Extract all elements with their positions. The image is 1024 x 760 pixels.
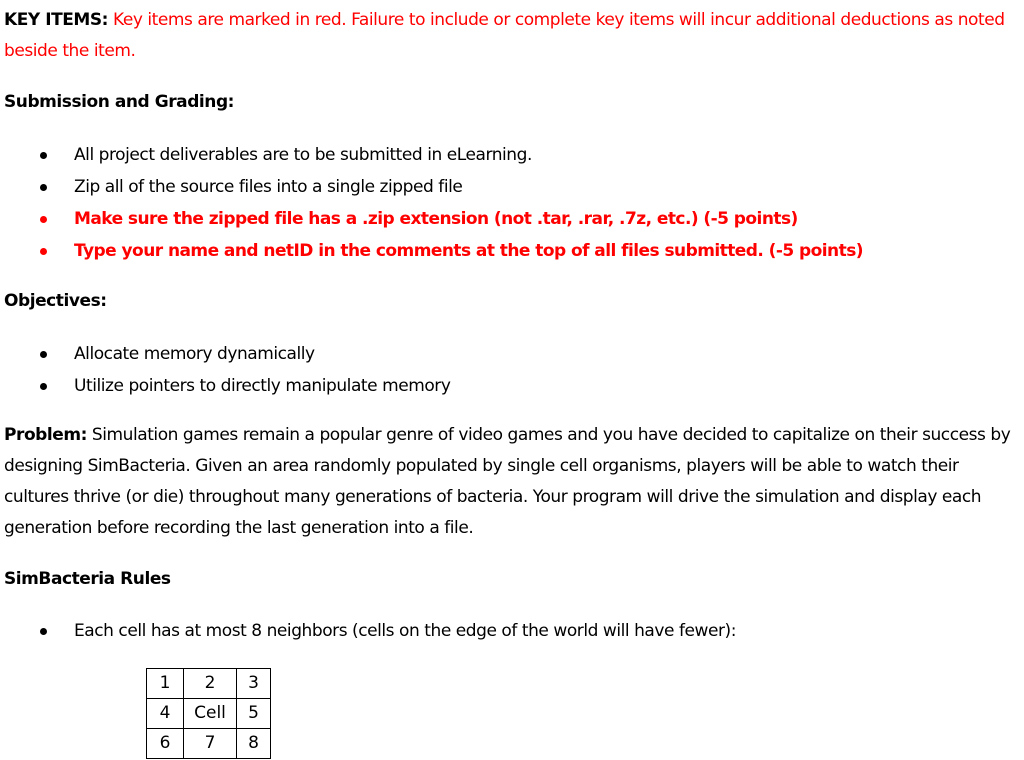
table-row xyxy=(147,729,271,759)
table-cell: Cell xyxy=(184,699,237,729)
neighbor-grid-table xyxy=(146,668,271,759)
table-row xyxy=(147,699,271,729)
key-items-text: Key items are marked in red. Failure to include or complete key items will incur additional deductions as noted beside the item. xyxy=(4,10,1005,61)
objective-item-pointers: Utilize pointers to directly manipulate memory xyxy=(4,370,1020,402)
table-cell: 3 xyxy=(237,669,271,699)
problem-label: Problem: xyxy=(4,425,87,445)
objectives-list xyxy=(4,338,1020,402)
submission-list xyxy=(4,139,1020,267)
table-cell: 4 xyxy=(147,699,184,729)
problem-text: Simulation games remain a popular genre of video games and you have decided to capitalize on their success by designing SimBacteria. Given an area randomly populated by single cell organisms, players will be able to watch their cultures thrive (or die) throughout many generations of bacteria. Your program will drive the simulation and display each generation before recording the last generation into a file. xyxy=(4,425,1011,538)
rule-item-neighbors: Each cell has at most 8 neighbors (cells on the edge of the world will have fewer): xyxy=(4,615,1020,647)
key-items-paragraph xyxy=(4,5,1020,67)
table-cell: 2 xyxy=(184,669,237,699)
objective-item-allocate: Allocate memory dynamically xyxy=(4,338,1020,370)
table-row xyxy=(147,669,271,699)
rules-heading: SimBacteria Rules xyxy=(4,569,171,589)
submission-item-name-netid: Type your name and netID in the comments at the top of all files submitted. (-5 points) xyxy=(4,235,1020,267)
submission-heading: Submission and Grading: xyxy=(4,92,235,112)
submission-item-zip: Zip all of the source files into a single zipped file xyxy=(4,171,1020,203)
table-cell: 8 xyxy=(237,729,271,759)
problem-paragraph xyxy=(4,420,1020,544)
table-cell: 5 xyxy=(237,699,271,729)
table-cell: 6 xyxy=(147,729,184,759)
table-cell: 1 xyxy=(147,669,184,699)
objectives-heading: Objectives: xyxy=(4,291,107,311)
key-items-label: KEY ITEMS: xyxy=(4,10,109,30)
submission-item-eLearning: All project deliverables are to be submitted in eLearning. xyxy=(4,139,1020,171)
table-cell: 7 xyxy=(184,729,237,759)
rules-list xyxy=(4,615,1020,647)
submission-item-zip-extension: Make sure the zipped file has a .zip extension (not .tar, .rar, .7z, etc.) (-5 points) xyxy=(4,203,1020,235)
